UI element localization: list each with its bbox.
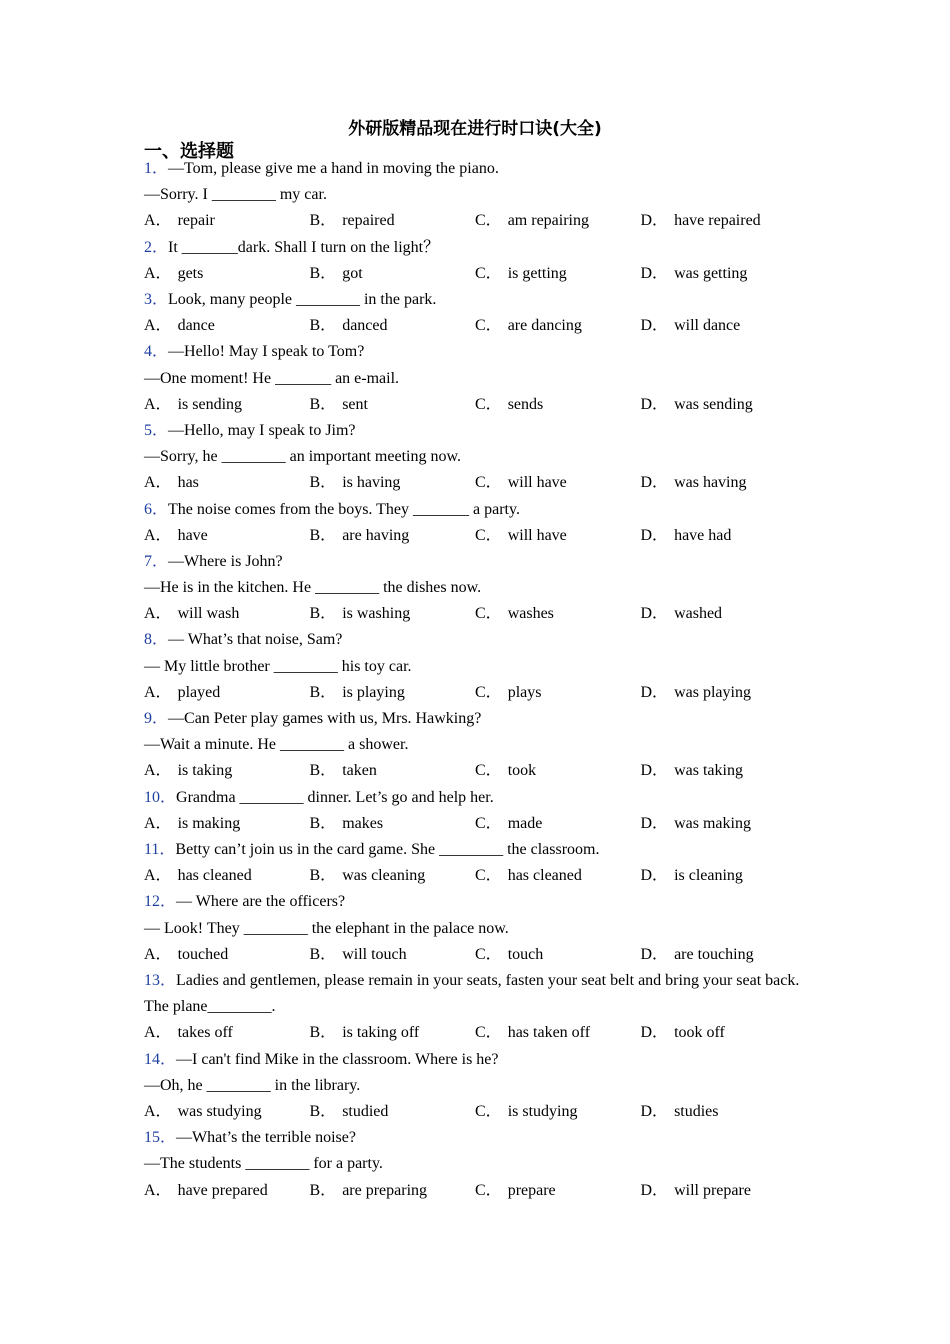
- option-letter: D．: [640, 945, 669, 963]
- option-letter: C．: [475, 1102, 502, 1120]
- option-letter: A．: [144, 867, 172, 885]
- option-letter: C．: [475, 317, 502, 335]
- option-letter: B．: [309, 212, 337, 230]
- option-text: was studying: [177, 1102, 262, 1120]
- option-letter: C．: [475, 212, 502, 230]
- option-letter: C．: [475, 1024, 502, 1042]
- answer-option[interactable]: [310, 758, 476, 784]
- option-text: is taking: [177, 762, 233, 780]
- answer-option[interactable]: [310, 470, 476, 496]
- option-letter: B．: [309, 395, 337, 413]
- option-letter: A．: [144, 605, 172, 623]
- option-letter: C．: [475, 814, 502, 832]
- option-letter: D．: [640, 814, 669, 832]
- answer-option[interactable]: [475, 470, 641, 496]
- option-text: sent: [342, 395, 368, 413]
- option-text: is playing: [342, 683, 405, 701]
- question-text: —Can Peter play games with us, Mrs. Hawking?: [168, 710, 482, 728]
- answer-options: [144, 208, 804, 234]
- question-dialogue-line: —Sorry. I ________ my car.: [144, 186, 327, 204]
- answer-option[interactable]: [475, 680, 641, 706]
- answer-option[interactable]: [144, 1178, 310, 1204]
- option-text: was taking: [674, 762, 743, 780]
- answer-options: [144, 680, 804, 706]
- answer-option[interactable]: [475, 601, 641, 627]
- section-heading: 一、选择题: [144, 141, 234, 162]
- option-text: has cleaned: [177, 867, 252, 885]
- option-letter: D．: [640, 1181, 669, 1199]
- answer-option[interactable]: [475, 1099, 641, 1125]
- option-text: is washing: [342, 605, 411, 623]
- question-number: 12．: [144, 893, 177, 911]
- question-number: 13．: [144, 972, 177, 989]
- question-7: [144, 549, 804, 628]
- question-stem: [144, 235, 804, 261]
- option-text: took off: [674, 1024, 725, 1042]
- question-list: [144, 156, 804, 1204]
- answer-options: [144, 863, 804, 889]
- question-number: 8．: [144, 631, 169, 649]
- option-text: studied: [342, 1102, 389, 1120]
- option-text: will wash: [177, 605, 240, 623]
- answer-option[interactable]: [641, 313, 807, 339]
- option-text: takes off: [177, 1024, 233, 1042]
- question-number: 9．: [144, 710, 169, 728]
- option-text: prepare: [507, 1181, 556, 1199]
- answer-options: [144, 523, 804, 549]
- answer-option[interactable]: [310, 208, 476, 234]
- option-letter: B．: [309, 867, 337, 885]
- answer-option[interactable]: [310, 523, 476, 549]
- question-number: 1．: [144, 160, 169, 177]
- answer-option[interactable]: [310, 942, 476, 968]
- answer-option[interactable]: [144, 758, 310, 784]
- option-letter: A．: [144, 395, 172, 413]
- option-text: have had: [674, 526, 732, 544]
- question-12: [144, 889, 804, 968]
- option-letter: A．: [144, 1181, 172, 1199]
- answer-option[interactable]: [641, 392, 807, 418]
- option-text: are preparing: [342, 1181, 428, 1199]
- question-4: [144, 339, 804, 418]
- answer-option[interactable]: [144, 601, 310, 627]
- answer-option[interactable]: [144, 1099, 310, 1125]
- document-title: 外研版精品现在进行时口诀(大全): [348, 119, 602, 139]
- question-text: —I can't find Mike in the classroom. Where is he?: [176, 1050, 499, 1068]
- question-8: [144, 627, 804, 706]
- option-letter: A．: [144, 212, 172, 230]
- answer-option[interactable]: [641, 863, 807, 889]
- option-text: has taken off: [507, 1024, 591, 1042]
- question-dialogue-line: —The students ________ for a party.: [144, 1155, 383, 1173]
- option-text: sends: [507, 395, 544, 413]
- option-letter: C．: [475, 605, 502, 623]
- answer-option[interactable]: [310, 261, 476, 287]
- answer-option[interactable]: [475, 392, 641, 418]
- question-stem: [144, 339, 804, 365]
- question-stem: [144, 497, 804, 523]
- question-text: Ladies and gentlemen, please remain in your seats, fasten your seat belt and bring your seat back. The plane________.: [144, 972, 800, 1016]
- option-text: is having: [342, 474, 401, 492]
- option-letter: B．: [309, 1102, 337, 1120]
- answer-options: [144, 392, 804, 418]
- question-number: 11．: [144, 841, 176, 859]
- answer-options: [144, 313, 804, 339]
- option-text: will have: [507, 526, 567, 544]
- option-letter: D．: [640, 762, 669, 780]
- question-stem: [144, 968, 804, 1020]
- option-text: are dancing: [507, 317, 582, 335]
- option-letter: C．: [475, 1181, 502, 1199]
- option-text: was cleaning: [342, 867, 426, 885]
- answer-options: [144, 1178, 804, 1204]
- option-letter: B．: [309, 683, 337, 701]
- option-letter: B．: [309, 264, 337, 282]
- option-letter: A．: [144, 683, 172, 701]
- option-letter: D．: [640, 264, 669, 282]
- question-number: 7．: [144, 552, 169, 570]
- question-dialogue-line: —He is in the kitchen. He ________ the dishes now.: [144, 579, 482, 597]
- question-dialogue-line: —Sorry, he ________ an important meeting now.: [144, 448, 461, 466]
- option-text: played: [177, 683, 221, 701]
- answer-option[interactable]: [641, 261, 807, 287]
- question-text: —Hello, may I speak to Jim?: [168, 421, 356, 439]
- option-text: danced: [342, 317, 388, 335]
- question-stem: [144, 1125, 804, 1151]
- option-letter: A．: [144, 945, 172, 963]
- option-text: touched: [177, 945, 229, 963]
- question-stem: [144, 706, 804, 732]
- option-letter: D．: [640, 395, 669, 413]
- option-text: taken: [342, 762, 377, 780]
- question-text: The noise comes from the boys. They _______ a party.: [168, 500, 520, 518]
- option-letter: D．: [640, 1102, 669, 1120]
- option-text: washed: [674, 605, 723, 623]
- answer-option[interactable]: [310, 1020, 476, 1046]
- option-letter: B．: [309, 526, 337, 544]
- question-text: Betty can’t join us in the card game. She ________ the classroom.: [175, 841, 600, 859]
- option-text: made: [507, 814, 543, 832]
- question-text: Look, many people ________ in the park.: [168, 290, 437, 308]
- question-stem: [144, 889, 804, 915]
- question-stem: [144, 287, 804, 313]
- answer-option[interactable]: [144, 470, 310, 496]
- option-text: repaired: [342, 212, 395, 230]
- option-letter: C．: [475, 264, 502, 282]
- option-text: is getting: [507, 264, 567, 282]
- option-letter: A．: [144, 264, 172, 282]
- answer-option[interactable]: [641, 758, 807, 784]
- question-2: [144, 235, 804, 287]
- question-text: — Where are the officers?: [176, 893, 346, 911]
- answer-options: [144, 942, 804, 968]
- answer-options: [144, 1099, 804, 1125]
- answer-option[interactable]: [144, 863, 310, 889]
- answer-option[interactable]: [144, 523, 310, 549]
- option-text: was making: [674, 814, 751, 832]
- question-11: [144, 837, 804, 889]
- option-text: got: [342, 264, 363, 282]
- option-letter: D．: [640, 212, 669, 230]
- answer-option[interactable]: [475, 1020, 641, 1046]
- option-text: studies: [674, 1102, 719, 1120]
- question-10: [144, 785, 804, 837]
- answer-option[interactable]: [310, 601, 476, 627]
- option-letter: B．: [309, 762, 337, 780]
- answer-option[interactable]: [475, 942, 641, 968]
- option-text: touch: [507, 945, 544, 963]
- question-text: —What’s the terrible noise?: [176, 1129, 356, 1147]
- question-dialogue-line: —Wait a minute. He ________ a shower.: [144, 736, 409, 754]
- question-stem: [144, 418, 804, 444]
- question-stem: [144, 549, 804, 575]
- option-text: are having: [342, 526, 410, 544]
- question-number: 6．: [144, 500, 169, 518]
- question-text: Grandma ________ dinner. Let’s go and help her.: [176, 788, 494, 806]
- option-text: have repaired: [674, 212, 761, 230]
- answer-options: [144, 601, 804, 627]
- option-letter: B．: [309, 814, 337, 832]
- answer-option[interactable]: [475, 208, 641, 234]
- option-letter: B．: [309, 317, 337, 335]
- option-text: has: [177, 474, 199, 492]
- question-number: 3．: [144, 290, 169, 308]
- option-letter: C．: [475, 395, 502, 413]
- question-dialogue-line: —One moment! He _______ an e-mail.: [144, 369, 400, 387]
- answer-option[interactable]: [641, 1020, 807, 1046]
- option-text: was having: [674, 474, 747, 492]
- answer-option[interactable]: [475, 811, 641, 837]
- question-text: It _______dark. Shall I turn on the light？: [168, 238, 440, 256]
- option-letter: B．: [309, 474, 337, 492]
- answer-options: [144, 470, 804, 496]
- question-text: —Tom, please give me a hand in moving the piano.: [168, 160, 499, 177]
- answer-option[interactable]: [641, 601, 807, 627]
- option-text: am repairing: [507, 212, 589, 230]
- question-text: — What’s that noise, Sam?: [168, 631, 343, 649]
- option-text: repair: [177, 212, 215, 230]
- answer-options: [144, 261, 804, 287]
- question-text: —Hello! May I speak to Tom?: [168, 343, 365, 361]
- question-15: [144, 1125, 804, 1204]
- answer-option[interactable]: [641, 942, 807, 968]
- question-stem: [144, 1047, 804, 1073]
- answer-option[interactable]: [144, 261, 310, 287]
- option-letter: D．: [640, 683, 669, 701]
- answer-option[interactable]: [144, 942, 310, 968]
- option-text: took: [507, 762, 537, 780]
- answer-option[interactable]: [144, 313, 310, 339]
- option-letter: B．: [309, 945, 337, 963]
- answer-option[interactable]: [310, 863, 476, 889]
- question-stem: [144, 156, 804, 182]
- option-text: washes: [507, 605, 554, 623]
- option-letter: C．: [475, 945, 502, 963]
- question-14: [144, 1047, 804, 1126]
- question-6: [144, 497, 804, 549]
- answer-options: [144, 758, 804, 784]
- option-letter: A．: [144, 474, 172, 492]
- question-stem: [144, 837, 804, 863]
- answer-option[interactable]: [641, 811, 807, 837]
- option-letter: C．: [475, 474, 502, 492]
- answer-option[interactable]: [641, 1178, 807, 1204]
- option-letter: D．: [640, 474, 669, 492]
- question-number: 5．: [144, 421, 169, 439]
- answer-option[interactable]: [144, 392, 310, 418]
- option-letter: B．: [309, 1181, 337, 1199]
- option-letter: D．: [640, 317, 669, 335]
- answer-options: [144, 1020, 804, 1046]
- answer-option[interactable]: [641, 470, 807, 496]
- answer-option[interactable]: [475, 313, 641, 339]
- question-text: —Where is John?: [168, 552, 283, 570]
- question-number: 10．: [144, 788, 177, 806]
- answer-option[interactable]: [310, 680, 476, 706]
- option-text: gets: [177, 264, 204, 282]
- answer-option[interactable]: [475, 1178, 641, 1204]
- option-text: will have: [507, 474, 567, 492]
- question-stem: [144, 627, 804, 653]
- option-text: dance: [177, 317, 215, 335]
- option-letter: D．: [640, 1024, 669, 1042]
- question-3: [144, 287, 804, 339]
- question-stem: [144, 785, 804, 811]
- answer-option[interactable]: [475, 261, 641, 287]
- option-letter: B．: [309, 605, 337, 623]
- answer-option[interactable]: [641, 208, 807, 234]
- option-text: have prepared: [177, 1181, 268, 1199]
- option-text: makes: [342, 814, 384, 832]
- question-13: [144, 968, 804, 1047]
- answer-option[interactable]: [310, 1099, 476, 1125]
- answer-option[interactable]: [310, 392, 476, 418]
- option-letter: D．: [640, 605, 669, 623]
- option-text: will prepare: [674, 1181, 751, 1199]
- question-number: 15．: [144, 1129, 177, 1147]
- question-number: 2．: [144, 238, 169, 256]
- option-letter: A．: [144, 1024, 172, 1042]
- option-text: is studying: [507, 1102, 578, 1120]
- answer-option[interactable]: [144, 208, 310, 234]
- answer-option[interactable]: [475, 863, 641, 889]
- question-dialogue-line: — Look! They ________ the elephant in the palace now.: [144, 919, 509, 937]
- option-letter: D．: [640, 867, 669, 885]
- question-number: 4．: [144, 343, 169, 361]
- answer-option[interactable]: [641, 680, 807, 706]
- option-text: was getting: [674, 264, 748, 282]
- answer-options: [144, 811, 804, 837]
- question-number: 14．: [144, 1050, 177, 1068]
- question-5: [144, 418, 804, 497]
- option-text: was sending: [674, 395, 753, 413]
- answer-option[interactable]: [310, 811, 476, 837]
- option-text: is making: [177, 814, 241, 832]
- option-text: will touch: [342, 945, 407, 963]
- option-letter: A．: [144, 317, 172, 335]
- option-letter: C．: [475, 526, 502, 544]
- option-letter: A．: [144, 762, 172, 780]
- option-text: will dance: [674, 317, 741, 335]
- option-text: has cleaned: [507, 867, 582, 885]
- question-dialogue-line: — My little brother ________ his toy car.: [144, 657, 412, 675]
- option-letter: C．: [475, 683, 502, 701]
- option-text: have: [177, 526, 208, 544]
- question-9: [144, 706, 804, 785]
- option-letter: C．: [475, 867, 502, 885]
- option-text: was playing: [674, 683, 751, 701]
- answer-option[interactable]: [144, 811, 310, 837]
- option-text: is taking off: [342, 1024, 420, 1042]
- option-letter: C．: [475, 762, 502, 780]
- answer-option[interactable]: [641, 523, 807, 549]
- option-text: are touching: [674, 945, 754, 963]
- option-text: is sending: [177, 395, 243, 413]
- option-letter: D．: [640, 526, 669, 544]
- question-dialogue-line: —Oh, he ________ in the library.: [144, 1076, 361, 1094]
- answer-option[interactable]: [144, 1020, 310, 1046]
- option-text: is cleaning: [674, 867, 743, 885]
- option-letter: B．: [309, 1024, 337, 1042]
- answer-option[interactable]: [310, 1178, 476, 1204]
- option-letter: A．: [144, 1102, 172, 1120]
- option-text: plays: [507, 683, 542, 701]
- option-letter: A．: [144, 526, 172, 544]
- answer-option[interactable]: [144, 680, 310, 706]
- option-letter: A．: [144, 814, 172, 832]
- answer-option[interactable]: [310, 313, 476, 339]
- answer-option[interactable]: [475, 523, 641, 549]
- question-1: [144, 156, 804, 235]
- answer-option[interactable]: [641, 1099, 807, 1125]
- answer-option[interactable]: [475, 758, 641, 784]
